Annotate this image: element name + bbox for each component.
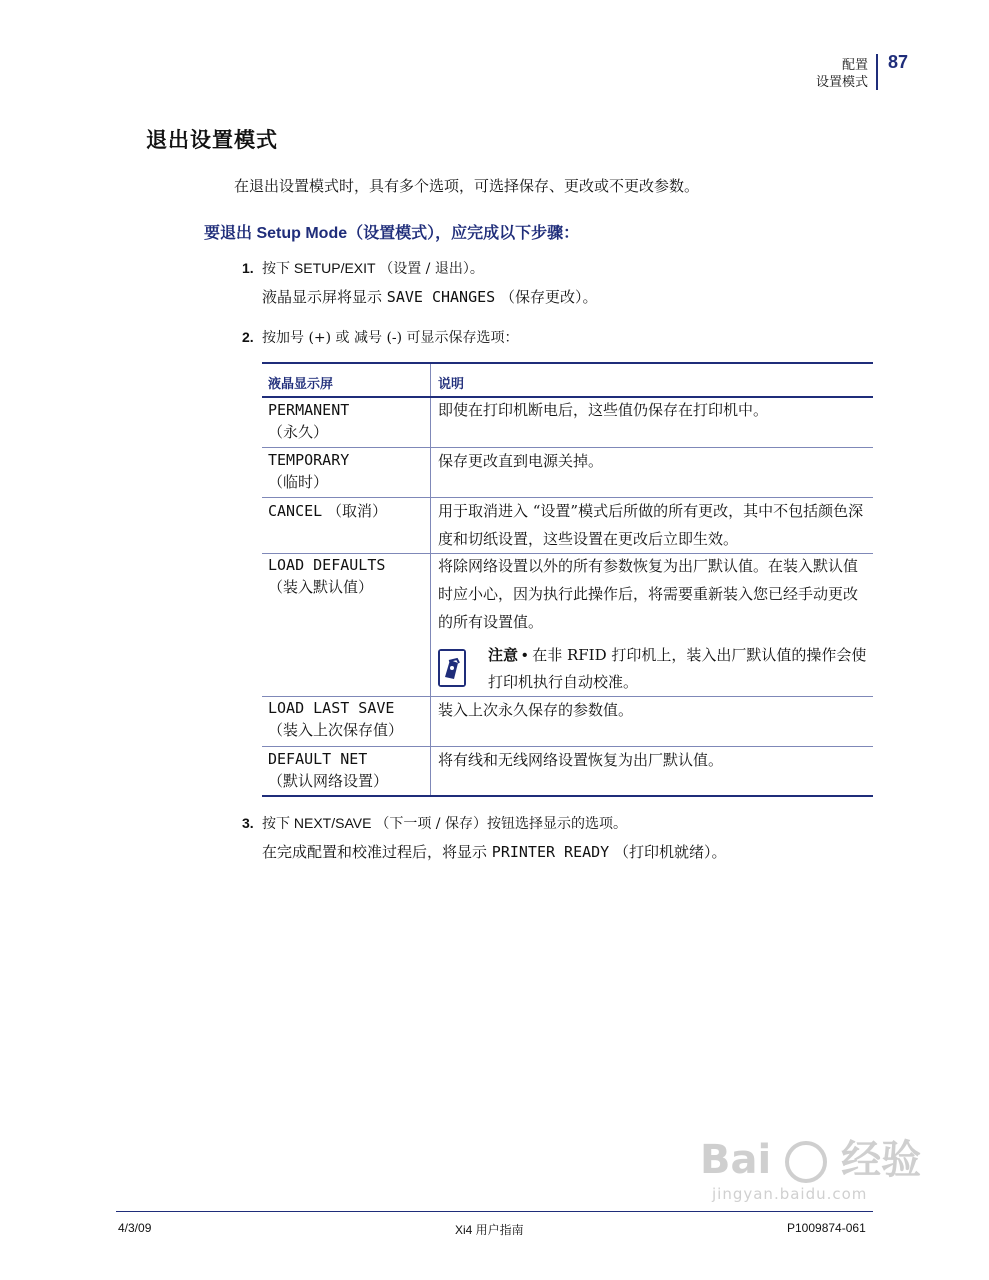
table-row-lcd — [268, 697, 403, 741]
step-number: 3. — [242, 815, 254, 831]
lcd-option: CANCEL — [268, 502, 323, 520]
col-header-desc: 说明 — [438, 376, 465, 391]
note-box — [488, 642, 873, 696]
table-top-rule — [262, 362, 873, 364]
intro-paragraph: 在退出设置模式时，具有多个选项，可选择保存、更改或不更改参数。 — [234, 177, 700, 195]
table-row-desc: 装入上次永久保存的参数值。 — [438, 701, 634, 719]
footer-part-number: P1009874-061 — [787, 1221, 866, 1235]
footer-rule — [116, 1211, 873, 1212]
lcd-option: TEMPORARY — [268, 451, 350, 469]
header-section: 设置模式 — [815, 74, 868, 89]
step-text: 按下 NEXT/SAVE — [262, 815, 372, 831]
step-text: 按下 SETUP/EXIT — [262, 260, 376, 276]
table-row-desc: 即使在打印机断电后，这些值仍保存在打印机中。 — [438, 401, 769, 419]
lcd-option-cn: （装入默认值） — [268, 578, 374, 596]
note-label: 注意 • — [488, 647, 528, 664]
header-chapter: 配置 — [841, 57, 868, 72]
lcd-option: DEFAULT NET — [268, 750, 368, 768]
watermark-url: jingyan.baidu.com — [712, 1185, 868, 1203]
table-row-desc: 用于取消进入 “设置”模式后所做的所有更改，其中不包括颜色深度和切纸设置，这些设置在更改后立即生效。 — [438, 502, 864, 548]
lcd-option-cn: （取消） — [326, 502, 387, 520]
step-3-result — [262, 841, 727, 862]
lcd-message: PRINTER READY — [491, 843, 610, 861]
watermark-brand: Bai — [700, 1137, 772, 1183]
step-text: 按加号 (+) 或 减号 (-) 可显示保存选项： — [262, 330, 519, 346]
result-text-cn: （保存更改）。 — [499, 288, 598, 306]
lcd-option-cn: （默认网络设置） — [268, 772, 389, 790]
footer-guide: Xi4 用户指南 — [455, 1223, 524, 1237]
table-row-lcd — [268, 399, 349, 443]
table-row-desc: 将除网络设置以外的所有参数恢复为出厂默认值。在装入默认值时应小心，因为执行此操作后，将需要重新装入您已经手动更改的所有设置值。 — [438, 557, 859, 631]
col-header-lcd: 液晶显示屏 — [268, 376, 334, 391]
step-number: 1. — [242, 260, 254, 276]
step-2 — [242, 327, 519, 347]
footer-date: 4/3/09 — [118, 1221, 152, 1235]
step-number: 2. — [242, 329, 254, 345]
note-icon — [438, 649, 466, 687]
note-text: 在非 RFID 打印机上，装入出厂默认值的操作会使打印机执行自动校准。 — [488, 646, 867, 691]
step-3 — [242, 813, 627, 833]
step-1 — [242, 258, 484, 278]
page-title: 退出设置模式 — [146, 129, 278, 152]
result-text: 在完成配置和校准过程后，将显示 — [262, 843, 488, 861]
table-row-lcd — [268, 449, 349, 493]
lcd-message: SAVE CHANGES — [386, 288, 496, 306]
result-text: 液晶显示屏将显示 — [262, 288, 383, 306]
running-header — [816, 56, 868, 90]
table-row-desc: 将有线和无线网络设置恢复为出厂默认值。 — [438, 751, 724, 769]
lcd-option: PERMANENT — [268, 401, 350, 419]
table-bottom-rule — [262, 795, 873, 797]
procedure-title: 要退出 Setup Mode（设置模式），应完成以下步骤： — [204, 225, 580, 242]
step-text-cn: （下一项 / 保存）按钮选择显示的选项。 — [375, 816, 627, 832]
lcd-option-cn: （装入上次保存值） — [268, 721, 404, 739]
table-row-lcd — [268, 500, 387, 522]
page-number: 87 — [888, 52, 909, 72]
table-row-desc: 保存更改直到电源关掉。 — [438, 452, 604, 470]
table-row-lcd — [268, 748, 388, 792]
result-text-cn: （打印机就绪）。 — [613, 843, 727, 861]
step-1-result — [262, 286, 597, 307]
paw-icon — [785, 1141, 827, 1183]
lcd-option: LOAD LAST SAVE — [268, 699, 395, 717]
header-divider — [876, 54, 878, 90]
lcd-option-cn: （临时） — [268, 473, 329, 491]
save-options-table — [262, 362, 873, 797]
watermark-logo — [700, 1128, 921, 1185]
lcd-option: LOAD DEFAULTS — [268, 556, 386, 574]
lcd-option-cn: （永久） — [268, 423, 329, 441]
column-divider — [430, 364, 431, 795]
table-row-lcd — [268, 554, 385, 598]
watermark-brand-cn: 经验 — [841, 1137, 922, 1183]
step-text-cn: （设置 / 退出）。 — [379, 261, 484, 277]
